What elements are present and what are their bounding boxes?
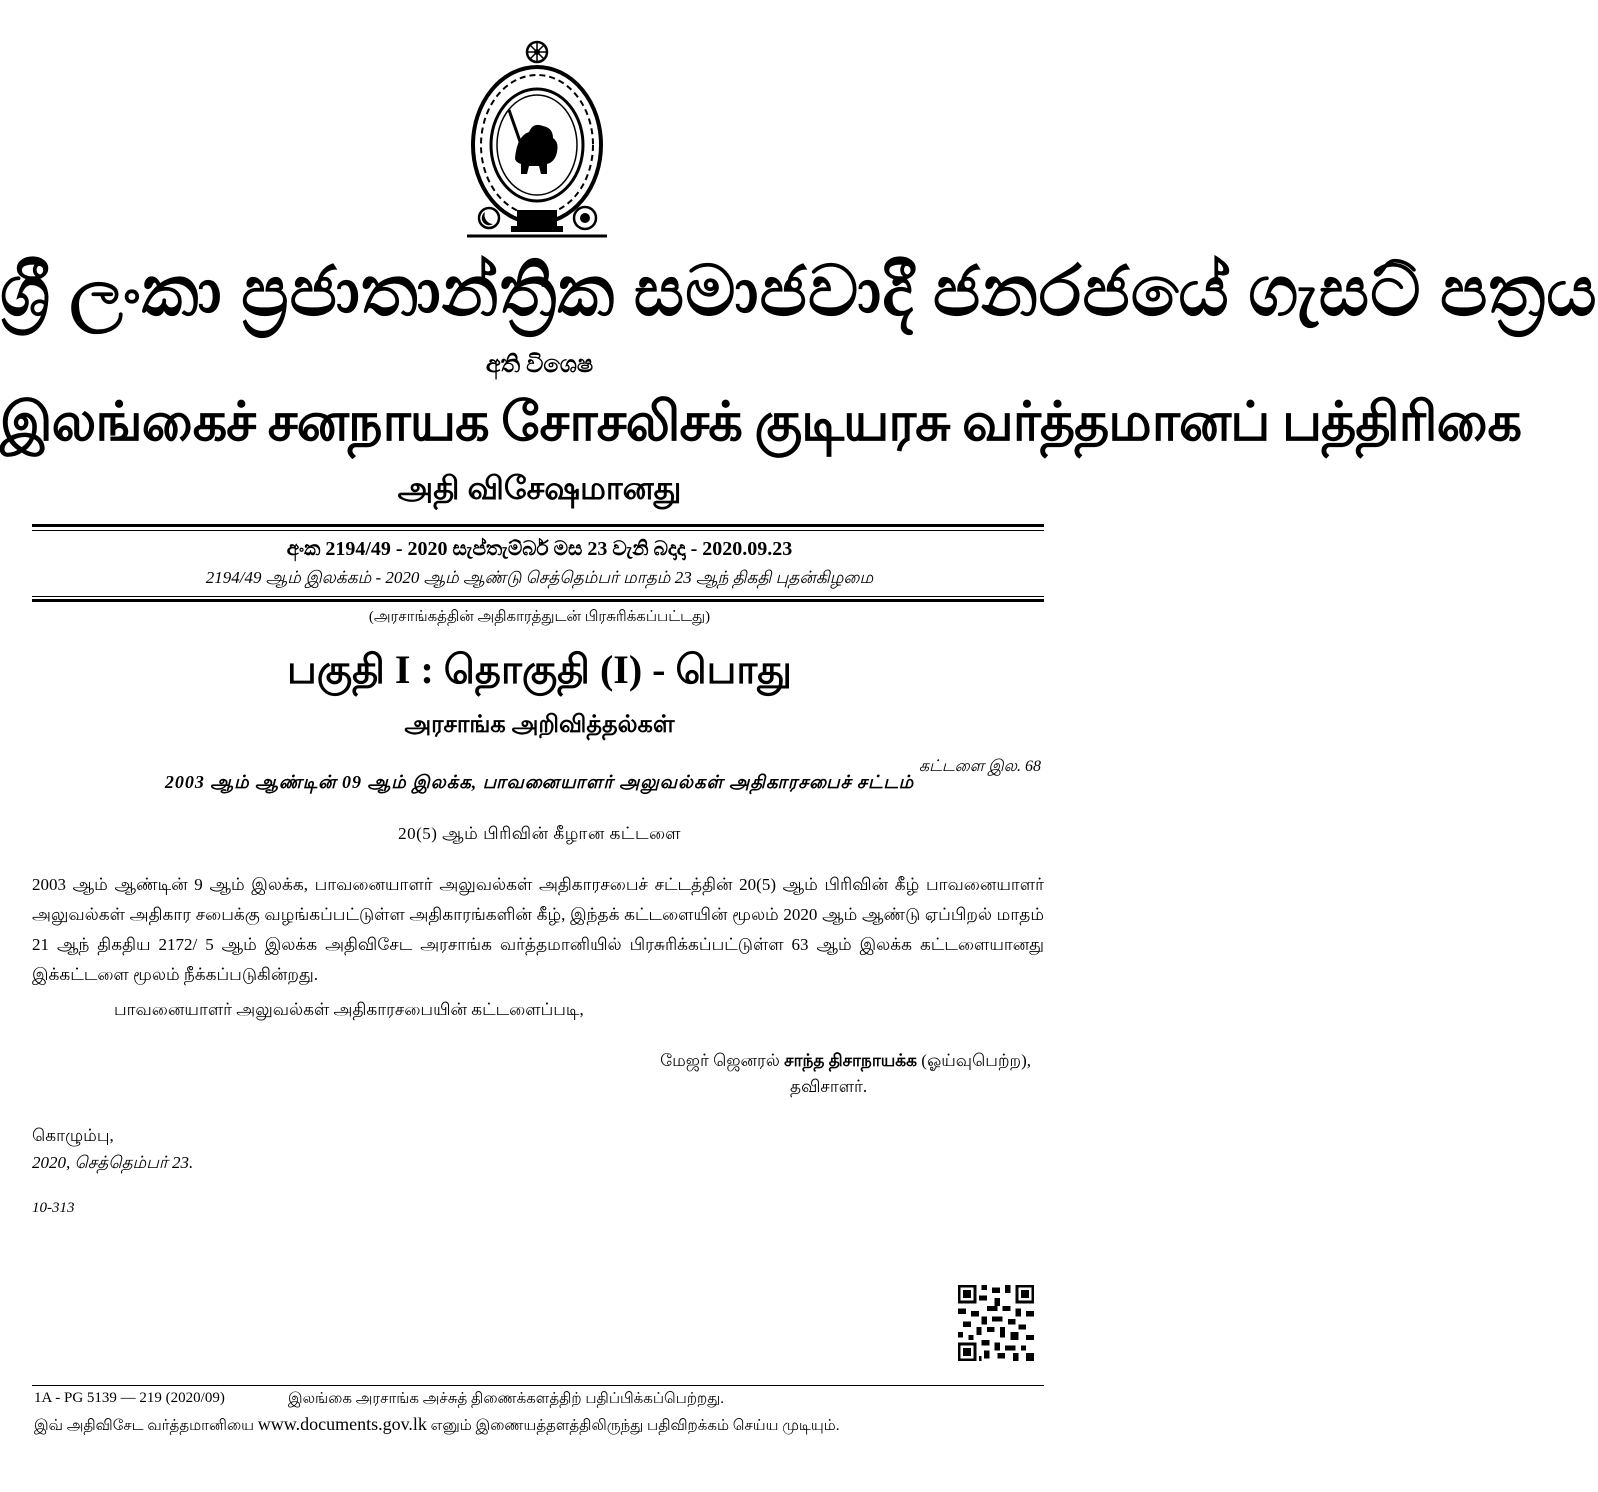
- footer-rule: [32, 1385, 1044, 1386]
- extraordinary-label-sinhala: අති විශෙෂ: [485, 352, 594, 378]
- header-rule-bottom: [32, 530, 1044, 531]
- gazette-title-tamil: இலங்கைச் சனநாயக சோசலிசக் குடியரசு வர்த்தமானப் பத்திரிகை: [0, 392, 1522, 452]
- government-notifications-heading: அரசாங்க அறிவித்தல்கள்: [404, 712, 675, 738]
- sri-lanka-emblem-icon: [467, 40, 607, 245]
- signer-line: [660, 1051, 1031, 1073]
- download-link[interactable]: www.documents.gov.lk: [257, 1414, 427, 1434]
- download-note: [34, 1414, 840, 1436]
- publication-authority: (அரசாங்கத்தின் அதிகாரத்துடன் பிரசுரிக்கப்பட்டது): [368, 609, 711, 625]
- signer-prefix: மேஜர் ஜெனரல்: [660, 1051, 785, 1070]
- closing-line: பாவனையாளர் அலுவல்கள் அதிகாரசபையின் கட்டளைப்படி,: [114, 1000, 584, 1019]
- download-suffix: எனும் இணையத்தளத்திலிருந்து பதிவிறக்கம் செய்ய முடியும்.: [426, 1418, 840, 1434]
- notice-body: 2003 ஆம் ஆண்டின் 9 ஆம் இலக்க, பாவனையாளர் அலுவல்கள் அதிகாரசபைச் சட்டத்தின் 20(5) ஆம் பிரிவின் கீழ் பாவனையாளர் அலுவல்கள் அதிகார சபைக்கு வழங்கப்பட்டுள்ள அதிகாரங்களின் கீழ், இந்தக் கட்டளையின் மூலம் 2020 ஆம் ஆண்டு ஏப்பிறல் மாதம் 21 ஆந் திகதிய 2172/ 5 ஆம் இலக்க அதிவிசேட அரசாங்க வர்த்தமானியில் பிரசுரிக்கப்பட்டுள்ள 63 ஆம் இலக்க கட்டளையானது இக்கட்டளை மூலம் நீக்கப்படுகின்றது.: [32, 875, 1044, 984]
- printed-by: இலங்கை அரசாங்க அச்சுத் திணைக்களத்திற் பதிப்பிக்கப்பெற்றது.: [288, 1391, 725, 1407]
- reference-number: 10-313: [32, 1200, 75, 1216]
- section-reference: 20(5) ஆம் பிரிவின் கீழான கட்டளை: [398, 824, 681, 843]
- issue-number-tamil: 2194/49 ஆம் இலக்கம் - 2020 ஆம் ஆண்டு செத்தெம்பர் மாதம் 23 ஆந் திகதி புதன்கிழமை: [205, 568, 874, 587]
- header-rule-top: [32, 524, 1044, 527]
- print-reference: 1A - PG 5139 — 219 (2020/09): [34, 1390, 225, 1406]
- signer-name: சாந்த திசாநாயக்க: [784, 1051, 918, 1070]
- notice-date: 2020, செத்தெம்பர் 23.: [32, 1153, 194, 1172]
- place: கொழும்பு,: [32, 1126, 114, 1145]
- act-title: 2003 ஆம் ஆண்டின் 09 ஆம் இலக்க, பாவனையாளர் அலுவல்கள் அதிகாரசபைச் சட்டம்: [164, 772, 915, 792]
- download-prefix: இவ் அதிவிசேட வர்த்தமானியை: [34, 1418, 258, 1434]
- signer-suffix: (ஓய்வுபெற்ற),: [917, 1051, 1031, 1070]
- issue-number-sinhala: අංක 2194/49 - 2020 සැප්තැම්බර් මස 23 වැනි බදාදා - 2020.09.23: [286, 538, 793, 560]
- issue-rule-bottom: [32, 599, 1044, 602]
- part-title: பகுதி I : தொகுதி (I) - பொது: [287, 647, 792, 692]
- signer-title: தவிசாளர்.: [790, 1077, 868, 1096]
- issue-rule-top: [32, 596, 1044, 597]
- gazette-title-sinhala: ශ්‍රී ලංකා ප්‍රජාතාන්ත්‍රික සමාජවාදී ජනරජයේ ගැසට් පත්‍රය: [0, 254, 1598, 331]
- qr-code-icon: [958, 1285, 1034, 1361]
- order-number: கட்டளை இல. 68: [918, 758, 1041, 775]
- extraordinary-label-tamil: அதி விசேஷமானது: [397, 470, 682, 506]
